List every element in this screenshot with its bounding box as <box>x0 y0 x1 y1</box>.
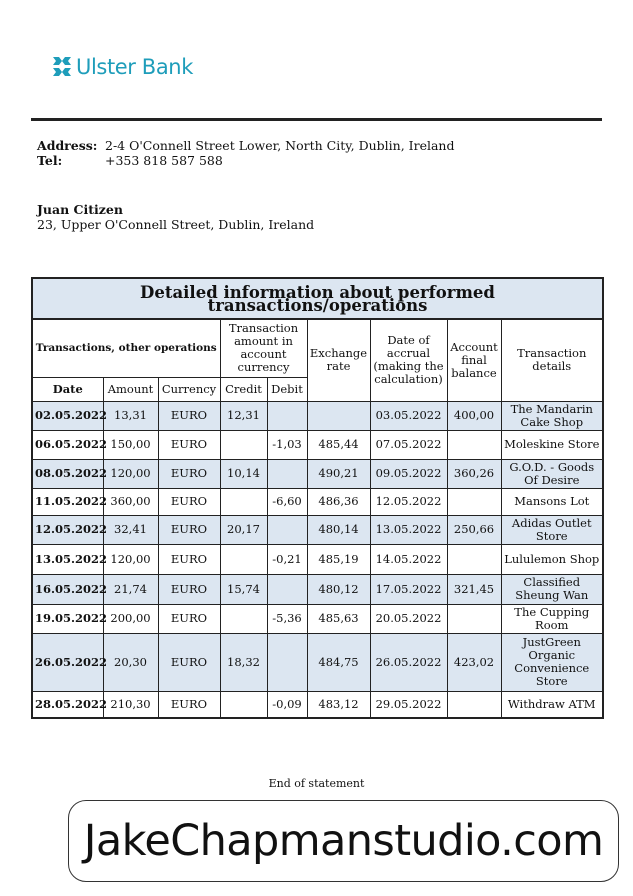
tx-date: 19.05.2022 <box>32 604 103 633</box>
tx-currency: EURO <box>158 574 220 604</box>
table-row <box>32 430 603 459</box>
tx-credit <box>220 544 267 574</box>
tx-amount: 120,00 <box>103 544 158 574</box>
transactions-table <box>31 277 604 719</box>
tx-credit: 20,17 <box>220 515 267 544</box>
tx-balance <box>447 691 501 718</box>
currency-header: Currency <box>158 377 220 401</box>
tx-date: 28.05.2022 <box>32 691 103 718</box>
tx-date: 26.05.2022 <box>32 633 103 691</box>
tx-amount: 20,30 <box>103 633 158 691</box>
customer-block <box>37 202 314 232</box>
tx-credit <box>220 488 267 515</box>
tx-date: 16.05.2022 <box>32 574 103 604</box>
tx-details: Adidas Outlet Store <box>501 515 603 544</box>
tx-debit <box>267 401 307 430</box>
tx-balance <box>447 544 501 574</box>
tx-exchange-rate: 486,36 <box>307 488 370 515</box>
tx-exchange-rate: 485,63 <box>307 604 370 633</box>
tx-details: The Mandarin Cake Shop <box>501 401 603 430</box>
tx-exchange-rate <box>307 401 370 430</box>
tx-details: Withdraw ATM <box>501 691 603 718</box>
tx-date: 06.05.2022 <box>32 430 103 459</box>
tx-accrual-date: 03.05.2022 <box>370 401 447 430</box>
tx-currency: EURO <box>158 488 220 515</box>
tx-accrual-date: 07.05.2022 <box>370 430 447 459</box>
tx-credit: 12,31 <box>220 401 267 430</box>
tx-credit: 15,74 <box>220 574 267 604</box>
debit-header: Debit <box>267 377 307 401</box>
table-title: Detailed information about performed transactions/operations <box>32 278 603 319</box>
tx-details: The Cupping Room <box>501 604 603 633</box>
tx-amount: 13,31 <box>103 401 158 430</box>
tx-exchange-rate: 485,44 <box>307 430 370 459</box>
tx-debit <box>267 633 307 691</box>
tx-debit: -5,36 <box>267 604 307 633</box>
tx-amount: 210,30 <box>103 691 158 718</box>
tx-accrual-date: 17.05.2022 <box>370 574 447 604</box>
tx-exchange-rate: 484,75 <box>307 633 370 691</box>
tx-exchange-rate: 483,12 <box>307 691 370 718</box>
tx-credit <box>220 691 267 718</box>
tx-accrual-date: 13.05.2022 <box>370 515 447 544</box>
exchange-rate-header: Exchange rate <box>307 319 370 401</box>
tel-label: Tel: <box>37 153 63 168</box>
accrual-date-header: Date of accrual (making the calculation) <box>370 319 447 401</box>
tx-amount: 360,00 <box>103 488 158 515</box>
tx-balance <box>447 430 501 459</box>
credit-header: Credit <box>220 377 267 401</box>
tx-amount: 32,41 <box>103 515 158 544</box>
tx-details: Classified Sheung Wan <box>501 574 603 604</box>
tx-exchange-rate: 480,12 <box>307 574 370 604</box>
header-divider <box>31 118 602 121</box>
tx-debit: -1,03 <box>267 430 307 459</box>
watermark-banner: JakeChapmanstudio.com <box>68 800 619 882</box>
tx-currency: EURO <box>158 515 220 544</box>
tx-currency: EURO <box>158 544 220 574</box>
tx-credit <box>220 604 267 633</box>
tx-amount: 120,00 <box>103 459 158 488</box>
tx-balance: 400,00 <box>447 401 501 430</box>
tx-currency: EURO <box>158 633 220 691</box>
tx-balance <box>447 604 501 633</box>
tx-currency: EURO <box>158 459 220 488</box>
tx-amount: 200,00 <box>103 604 158 633</box>
tx-debit: -6,60 <box>267 488 307 515</box>
table-row <box>32 544 603 574</box>
tx-details: JustGreen Organic Convenience Store <box>501 633 603 691</box>
table-row <box>32 691 603 718</box>
table-row <box>32 604 603 633</box>
tx-amount: 21,74 <box>103 574 158 604</box>
tx-date: 02.05.2022 <box>32 401 103 430</box>
table-row <box>32 401 603 430</box>
tx-balance: 423,02 <box>447 633 501 691</box>
tx-accrual-date: 14.05.2022 <box>370 544 447 574</box>
address-label: Address: <box>37 138 98 153</box>
tx-details: Mansons Lot <box>501 488 603 515</box>
table-row <box>32 459 603 488</box>
tx-currency: EURO <box>158 604 220 633</box>
tx-debit <box>267 459 307 488</box>
bank-contact <box>37 138 454 168</box>
tx-details: G.O.D. - Goods Of Desire <box>501 459 603 488</box>
tx-credit: 10,14 <box>220 459 267 488</box>
ulster-bank-logo-icon <box>52 56 72 78</box>
amount-header: Amount <box>103 377 158 401</box>
tx-date: 11.05.2022 <box>32 488 103 515</box>
bank-address: 2-4 O'Connell Street Lower, North City, Dublin, Ireland <box>105 138 455 153</box>
tx-credit <box>220 430 267 459</box>
table-row <box>32 633 603 691</box>
details-header: Transaction details <box>501 319 603 401</box>
customer-address: 23, Upper O'Connell Street, Dublin, Ireland <box>37 217 315 232</box>
tx-date: 08.05.2022 <box>32 459 103 488</box>
tx-exchange-rate: 480,14 <box>307 515 370 544</box>
table-row <box>32 574 603 604</box>
bank-logo <box>52 54 193 80</box>
tx-debit <box>267 574 307 604</box>
tx-details: Lululemon Shop <box>501 544 603 574</box>
tx-accrual-date: 26.05.2022 <box>370 633 447 691</box>
tx-accrual-date: 12.05.2022 <box>370 488 447 515</box>
final-balance-header: Account final balance <box>447 319 501 401</box>
transactions-group-header: Transactions, other operations <box>32 319 220 377</box>
bank-phone: +353 818 587 588 <box>105 153 223 168</box>
tx-balance <box>447 488 501 515</box>
tx-currency: EURO <box>158 430 220 459</box>
tx-exchange-rate: 490,21 <box>307 459 370 488</box>
tx-date: 12.05.2022 <box>32 515 103 544</box>
tx-accrual-date: 09.05.2022 <box>370 459 447 488</box>
tx-balance: 360,26 <box>447 459 501 488</box>
end-of-statement: End of statement <box>268 777 365 790</box>
tx-accrual-date: 29.05.2022 <box>370 691 447 718</box>
tx-debit <box>267 515 307 544</box>
tx-details: Moleskine Store <box>501 430 603 459</box>
tx-amount: 150,00 <box>103 430 158 459</box>
tx-balance: 321,45 <box>447 574 501 604</box>
tx-balance: 250,66 <box>447 515 501 544</box>
tx-exchange-rate: 485,19 <box>307 544 370 574</box>
tx-accrual-date: 20.05.2022 <box>370 604 447 633</box>
tx-debit: -0,09 <box>267 691 307 718</box>
tx-date: 13.05.2022 <box>32 544 103 574</box>
tx-debit: -0,21 <box>267 544 307 574</box>
customer-name: Juan Citizen <box>37 202 123 217</box>
tx-currency: EURO <box>158 691 220 718</box>
tx-amount-header: Transaction amount in account currency <box>220 319 307 377</box>
table-row <box>32 515 603 544</box>
bank-name: Ulster Bank <box>76 55 193 79</box>
date-header: Date <box>32 377 103 401</box>
table-row <box>32 488 603 515</box>
tx-credit: 18,32 <box>220 633 267 691</box>
tx-currency: EURO <box>158 401 220 430</box>
